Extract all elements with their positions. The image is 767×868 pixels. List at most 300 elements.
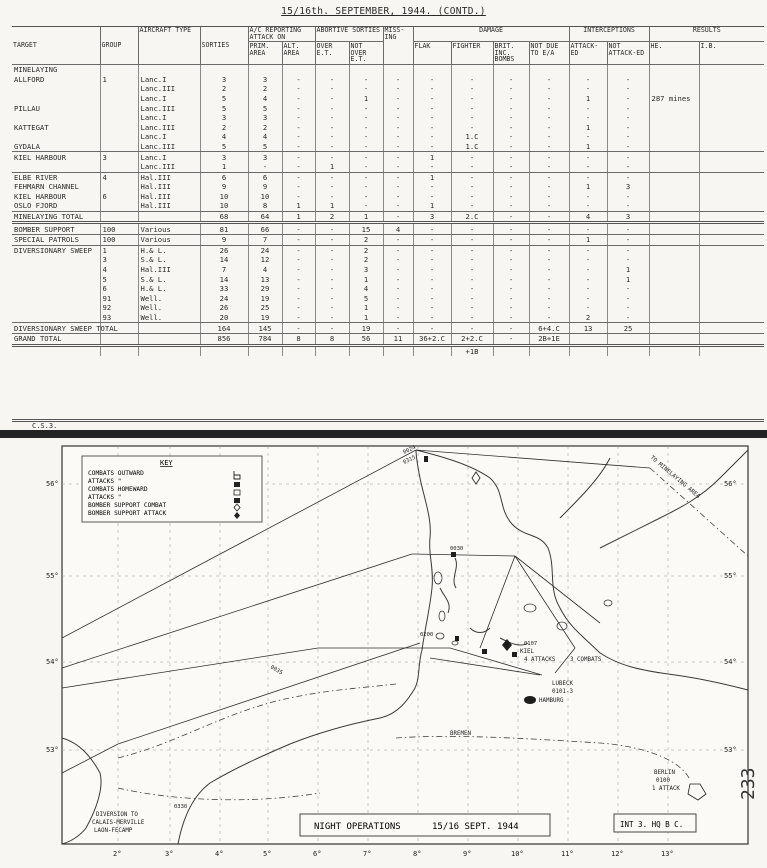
- cell-fighter: 2+2.C: [451, 334, 493, 346]
- cell-aircraft-type: Lanc.III: [138, 84, 200, 94]
- cell-prim-area: 19: [248, 294, 282, 304]
- cell-alt-area: -: [282, 313, 315, 323]
- cell-not-over-et: [349, 345, 383, 356]
- cell-flak: -: [413, 192, 451, 202]
- cell-over-et: -: [315, 142, 349, 152]
- lon-label: 3°: [165, 850, 174, 858]
- cell-flak: -: [413, 84, 451, 94]
- cell-fighter: 2.C: [451, 211, 493, 223]
- cell-target: DIVERSIONARY SWEEP: [14, 245, 92, 255]
- cell-group: [100, 113, 138, 123]
- cell-aircraft-type: Various: [138, 235, 200, 246]
- cell-not-attacked: -: [607, 303, 649, 313]
- cell-ib: [699, 64, 764, 74]
- cell-prim-area: 784: [248, 334, 282, 346]
- cell-he: [649, 172, 699, 182]
- cell-aircraft-type: S.& L.: [138, 255, 200, 265]
- cell-flak: -: [413, 75, 451, 85]
- lat-label: 56°: [46, 480, 59, 488]
- cell-prim-area: 4: [248, 265, 282, 275]
- cell-he: [649, 345, 699, 356]
- cell-not-attacked: [607, 334, 649, 346]
- cell-not-due: -: [529, 201, 569, 211]
- cell-over-et: -: [315, 284, 349, 294]
- cell-flak: -: [413, 255, 451, 265]
- table-row: [12, 162, 764, 172]
- cell-sorties: 26: [200, 303, 248, 313]
- cell-not-over-et: 2: [349, 255, 383, 265]
- cell-ib: [699, 303, 764, 313]
- cell-he: 287 mines: [649, 94, 699, 104]
- cell-not-due: 6+4.C: [529, 323, 569, 334]
- cell-not-over-et: -: [349, 162, 383, 172]
- cell-sorties: [200, 64, 248, 74]
- cell-not-over-et: -: [349, 192, 383, 202]
- cell-sorties: 5: [200, 94, 248, 104]
- cell-alt-area: -: [282, 103, 315, 113]
- cell-attacked: -: [569, 132, 607, 142]
- lon-label: 6°: [313, 850, 322, 858]
- cell-target: [12, 84, 100, 94]
- cell-group: [100, 334, 138, 346]
- cell-prim-area: 3: [248, 75, 282, 85]
- cell-not-due: -: [529, 172, 569, 182]
- cell-sorties: 7: [200, 265, 248, 275]
- cell-prim-area: 19: [248, 313, 282, 323]
- figure-reference: C.S.3.: [32, 422, 58, 430]
- cell-not-due: -: [529, 152, 569, 162]
- cell-target: [12, 94, 100, 104]
- cell-ib: [699, 84, 764, 94]
- key-item: BOMBER SUPPORT ATTACK: [88, 510, 167, 517]
- cell-missing: -: [383, 113, 413, 123]
- cell-fighter: -: [451, 113, 493, 123]
- cell-aircraft-type: Hal.III: [138, 265, 200, 275]
- lat-label: 56°: [724, 480, 737, 488]
- cell-sorties: 20: [200, 313, 248, 323]
- cell-aircraft-type: Hal.III: [138, 192, 200, 202]
- cell-not-attacked: [607, 64, 649, 74]
- cell-group: 5: [100, 274, 138, 284]
- cell-alt-area: -: [282, 303, 315, 313]
- cell-ib: [699, 245, 764, 255]
- cell-missing: -: [383, 172, 413, 182]
- map-title-box: [300, 814, 550, 836]
- cell-prim-area: 64: [248, 211, 282, 223]
- cell-over-et: 2: [315, 211, 349, 223]
- time-label: 0024: [402, 444, 417, 456]
- label-lubeck-time: 0101-3: [552, 689, 573, 695]
- cell-fighter: -: [451, 255, 493, 265]
- cell-not-attacked: 1: [607, 274, 649, 284]
- cell-target: OSLO FJORD: [12, 201, 100, 211]
- time-label: 0030: [450, 546, 464, 552]
- cell-not-attacked: 1: [607, 265, 649, 275]
- cell-target: PILLAU: [14, 103, 40, 113]
- cell-not-attacked: -: [607, 192, 649, 202]
- cell-attacked: 1: [569, 123, 607, 133]
- attack-marker: [424, 456, 428, 462]
- cell-missing: -: [383, 265, 413, 275]
- cell-not-attacked: 3: [607, 211, 649, 223]
- col-aircraft-type: AIRCRAFT TYPE: [138, 26, 200, 64]
- time-label: 0315: [402, 454, 417, 466]
- col-alt-area: ALT. AREA: [282, 42, 315, 65]
- key-item: COMBATS HOMEWARD: [88, 486, 148, 493]
- cell-sorties: [200, 345, 248, 356]
- cell-brit-inc: -: [493, 94, 529, 104]
- cell-brit-inc: -: [493, 201, 529, 211]
- cell-prim-area: 3: [248, 152, 282, 162]
- cell-fighter: -: [451, 182, 493, 192]
- cell-flak: -: [413, 162, 451, 172]
- cell-attacked: -: [569, 265, 607, 275]
- cell-missing: -: [383, 142, 413, 152]
- cell-target: [12, 303, 100, 313]
- cell-missing: -: [383, 201, 413, 211]
- cell-sorties: 81: [200, 223, 248, 235]
- cell-fighter: -: [451, 313, 493, 323]
- cell-attacked: [569, 334, 607, 346]
- cell-group: [100, 132, 138, 142]
- cell-group: [100, 211, 138, 223]
- cell-over-et: -: [315, 103, 349, 113]
- cell-brit-inc: -: [493, 334, 529, 346]
- cell-aircraft-type: [138, 64, 200, 74]
- cell-fighter: -: [451, 294, 493, 304]
- cell-aircraft-type: Lanc.III: [138, 123, 200, 133]
- cell-fighter: -: [451, 303, 493, 313]
- col-damage: DAMAGE: [413, 26, 569, 42]
- cell-not-due: -: [529, 192, 569, 202]
- cell-flak: [413, 345, 451, 356]
- cell-attacked: -: [569, 303, 607, 313]
- cell-over-et: -: [315, 84, 349, 94]
- cell-flak: -: [413, 274, 451, 284]
- time-label: 0200: [420, 632, 434, 638]
- col-ac-reporting: A/C REPORTING ATTACK ON: [248, 26, 315, 42]
- cell-fighter: -: [451, 103, 493, 113]
- cell-not-due: [529, 64, 569, 74]
- cell-ib: [699, 172, 764, 182]
- table-row: [12, 284, 764, 294]
- cell-alt-area: -: [282, 182, 315, 192]
- col-sorties: SORTIES: [200, 26, 248, 64]
- cell-not-over-et: 1: [349, 313, 383, 323]
- cell-not-due: -: [529, 162, 569, 172]
- cell-brit-inc: -: [493, 123, 529, 133]
- cell-not-over-et: 15: [349, 223, 383, 235]
- cell-group: [100, 162, 138, 172]
- lon-label: 12°: [611, 850, 624, 858]
- cell-aircraft-type: H.& L.: [138, 245, 200, 255]
- cell-over-et: -: [315, 94, 349, 104]
- cell-aircraft-type: [138, 345, 200, 356]
- table-row: [12, 192, 764, 202]
- cell-he: [649, 294, 699, 304]
- cell-not-due: [529, 345, 569, 356]
- cell-brit-inc: -: [493, 323, 529, 334]
- cell-he: [649, 103, 699, 113]
- cell-prim-area: [248, 64, 282, 74]
- cell-not-attacked: -: [607, 75, 649, 85]
- cell-target: [12, 284, 100, 294]
- cell-prim-area: -: [248, 162, 282, 172]
- cell-group: [100, 94, 138, 104]
- cell-not-due: -: [529, 294, 569, 304]
- cell-flak: 3: [413, 211, 451, 223]
- cell-over-et: -: [315, 265, 349, 275]
- col-abortive: ABORTIVE SORTIES: [315, 26, 383, 42]
- cell-not-attacked: -: [607, 255, 649, 265]
- cell-aircraft-type: Well.: [138, 303, 200, 313]
- cell-over-et: -: [315, 75, 349, 85]
- cell-not-due: -: [529, 94, 569, 104]
- cell-sorties: 2: [200, 123, 248, 133]
- cell-alt-area: -: [282, 142, 315, 152]
- cell-target: [12, 294, 100, 304]
- key-item: BOMBER SUPPORT COMBAT: [88, 502, 167, 509]
- cell-brit-inc: -: [493, 84, 529, 94]
- cell-attacked: -: [569, 255, 607, 265]
- cell-not-due: -: [529, 284, 569, 294]
- cell-target: ELBE RIVER: [14, 172, 58, 182]
- cell-group: 4: [100, 265, 138, 275]
- cell-group: 93: [100, 313, 138, 323]
- col-interceptions: INTERCEPTIONS: [569, 26, 649, 42]
- cell-brit-inc: -: [493, 192, 529, 202]
- cell-ib: [699, 162, 764, 172]
- cell-brit-inc: -: [493, 103, 529, 113]
- cell-not-due: -: [529, 75, 569, 85]
- cell-not-due: -: [529, 182, 569, 192]
- cell-prim-area: 6: [248, 172, 282, 182]
- cell-fighter: -: [451, 201, 493, 211]
- table-row: [12, 132, 764, 142]
- col-brit-inc-bombs: BRIT. INC. BOMBS: [493, 42, 529, 65]
- label-kiel: KIEL: [520, 649, 534, 655]
- cell-attacked: 13: [569, 323, 607, 334]
- cell-aircraft-type: H.& L.: [138, 284, 200, 294]
- cell-not-due: -: [529, 274, 569, 284]
- cell-attacked: -: [569, 172, 607, 182]
- cell-group: 4: [100, 172, 138, 182]
- cell-alt-area: 8: [282, 334, 315, 346]
- cell-aircraft-type: S.& L.: [138, 274, 200, 284]
- cell-not-over-et: 19: [349, 323, 383, 334]
- cell-group: [100, 142, 138, 152]
- cell-brit-inc: -: [493, 223, 529, 235]
- label-berlin-attack: 1 ATTACK: [652, 786, 680, 792]
- cell-attacked: 1: [569, 94, 607, 104]
- cell-not-due: -: [529, 142, 569, 152]
- cell-missing: -: [383, 103, 413, 113]
- cell-alt-area: -: [282, 192, 315, 202]
- map-source: INT 3. HQ B C.: [620, 820, 684, 829]
- cell-over-et: -: [315, 223, 349, 235]
- cell-group: 3: [100, 152, 138, 162]
- time-label: 0330: [174, 804, 188, 810]
- attack-marker: [451, 552, 456, 557]
- cell-not-over-et: -: [349, 132, 383, 142]
- cell-target: ALLFORD: [14, 74, 45, 84]
- cell-not-attacked: -: [607, 84, 649, 94]
- cell-not-over-et: -: [349, 84, 383, 94]
- cell-sorties: 856: [200, 334, 248, 346]
- cell-missing: -: [383, 313, 413, 323]
- cell-group: 100: [100, 223, 138, 235]
- cell-ib: [699, 345, 764, 356]
- cell-brit-inc: -: [493, 313, 529, 323]
- cell-missing: -: [383, 211, 413, 223]
- lat-label: 53°: [724, 746, 737, 754]
- cell-not-due: 2B+1E: [529, 334, 569, 346]
- cell-fighter: -: [451, 152, 493, 162]
- cell-fighter: -: [451, 274, 493, 284]
- cell-brit-inc: -: [493, 172, 529, 182]
- cell-flak: -: [413, 313, 451, 323]
- cell-target: KATTEGAT: [14, 122, 49, 132]
- cell-sorties: 5: [200, 103, 248, 113]
- cell-group: [100, 201, 138, 211]
- cell-prim-area: 12: [248, 255, 282, 265]
- cell-fighter: -: [451, 223, 493, 235]
- cell-missing: -: [383, 132, 413, 142]
- cell-not-attacked: -: [607, 313, 649, 323]
- cell-brit-inc: -: [493, 152, 529, 162]
- cell-missing: -: [383, 94, 413, 104]
- cell-ib: [699, 123, 764, 133]
- cell-not-over-et: -: [349, 142, 383, 152]
- cell-prim-area: 8: [248, 201, 282, 211]
- label-hamburg: HAMBURG: [539, 698, 564, 704]
- cell-aircraft-type: Well.: [138, 313, 200, 323]
- cell-he: [649, 64, 699, 74]
- cell-alt-area: -: [282, 255, 315, 265]
- cell-prim-area: 145: [248, 323, 282, 334]
- cell-missing: -: [383, 152, 413, 162]
- lat-label: 53°: [46, 746, 59, 754]
- map-source-box: [614, 814, 696, 832]
- attack-marker: [512, 652, 517, 657]
- cell-he: [649, 303, 699, 313]
- col-missing: MISS-ING: [383, 26, 413, 64]
- cell-sorties: 14: [200, 255, 248, 265]
- cell-brit-inc: [493, 64, 529, 74]
- cell-missing: -: [383, 255, 413, 265]
- cell-not-attacked: -: [607, 201, 649, 211]
- table-row: [12, 313, 764, 323]
- cell-not-over-et: 4: [349, 284, 383, 294]
- cell-he: [649, 313, 699, 323]
- cell-not-attacked: -: [607, 172, 649, 182]
- cell-missing: [383, 64, 413, 74]
- table-row: [12, 223, 764, 235]
- table-row: [12, 255, 764, 265]
- table-row: [12, 142, 764, 152]
- cell-aircraft-type: [138, 323, 200, 334]
- cell-brit-inc: -: [493, 113, 529, 123]
- cell-prim-area: 13: [248, 274, 282, 284]
- cell-attacked: [569, 64, 607, 74]
- cell-attacked: -: [569, 103, 607, 113]
- cell-not-attacked: -: [607, 235, 649, 246]
- sorties-table: [12, 26, 764, 356]
- cell-ib: [699, 75, 764, 85]
- cell-over-et: 1: [315, 201, 349, 211]
- cell-ib: [699, 334, 764, 346]
- cell-ib: [699, 94, 764, 104]
- cell-target: [12, 113, 100, 123]
- cell-he: [649, 84, 699, 94]
- cell-group: [100, 182, 138, 192]
- cell-alt-area: 1: [282, 201, 315, 211]
- cell-aircraft-type: [138, 211, 200, 223]
- cell-target: BOMBER SUPPORT: [12, 223, 100, 235]
- label-bremen: BREMEN: [450, 731, 471, 737]
- cell-brit-inc: -: [493, 265, 529, 275]
- cell-he: [649, 142, 699, 152]
- cell-brit-inc: -: [493, 284, 529, 294]
- cell-sorties: 3: [200, 75, 248, 85]
- cell-fighter: -: [451, 245, 493, 255]
- col-group: GROUP: [100, 26, 138, 64]
- cell-ib: [699, 265, 764, 275]
- cell-aircraft-type: [138, 334, 200, 346]
- table-row: [12, 303, 764, 313]
- cell-not-attacked: -: [607, 152, 649, 162]
- cell-over-et: [315, 345, 349, 356]
- cell-over-et: -: [315, 113, 349, 123]
- cell-not-over-et: 1: [349, 303, 383, 313]
- lat-label: 54°: [724, 658, 737, 666]
- cell-target: KIEL HARBOUR: [14, 152, 66, 162]
- cell-fighter: -: [451, 172, 493, 182]
- lon-label: 5°: [263, 850, 272, 858]
- table-row: [12, 211, 764, 223]
- label-diversion: DIVERSION TO: [96, 812, 138, 818]
- cell-fighter: -: [451, 94, 493, 104]
- cell-aircraft-type: Well.: [138, 294, 200, 304]
- cell-brit-inc: -: [493, 235, 529, 246]
- cell-brit-inc: -: [493, 162, 529, 172]
- cell-over-et: 8: [315, 334, 349, 346]
- cell-over-et: -: [315, 323, 349, 334]
- cell-he: [649, 235, 699, 246]
- cell-alt-area: -: [282, 274, 315, 284]
- cell-he: [649, 192, 699, 202]
- table-row: [12, 64, 764, 74]
- cell-he: [649, 334, 699, 346]
- cell-not-due: -: [529, 113, 569, 123]
- label-minelaying-area: TO MINELAYING AREA: [648, 454, 701, 500]
- cell-fighter: -: [451, 323, 493, 334]
- cell-missing: -: [383, 192, 413, 202]
- cell-brit-inc: -: [493, 142, 529, 152]
- cell-not-attacked: -: [607, 94, 649, 104]
- cell-group: [100, 345, 138, 356]
- cell-attacked: -: [569, 245, 607, 255]
- cell-fighter: -: [451, 84, 493, 94]
- table-row: [12, 75, 764, 85]
- cell-missing: -: [383, 75, 413, 85]
- cell-alt-area: -: [282, 75, 315, 85]
- cell-sorties: 10: [200, 192, 248, 202]
- cell-group: 100: [100, 235, 138, 246]
- cell-over-et: -: [315, 245, 349, 255]
- cell-alt-area: -: [282, 94, 315, 104]
- cell-attacked: 4: [569, 211, 607, 223]
